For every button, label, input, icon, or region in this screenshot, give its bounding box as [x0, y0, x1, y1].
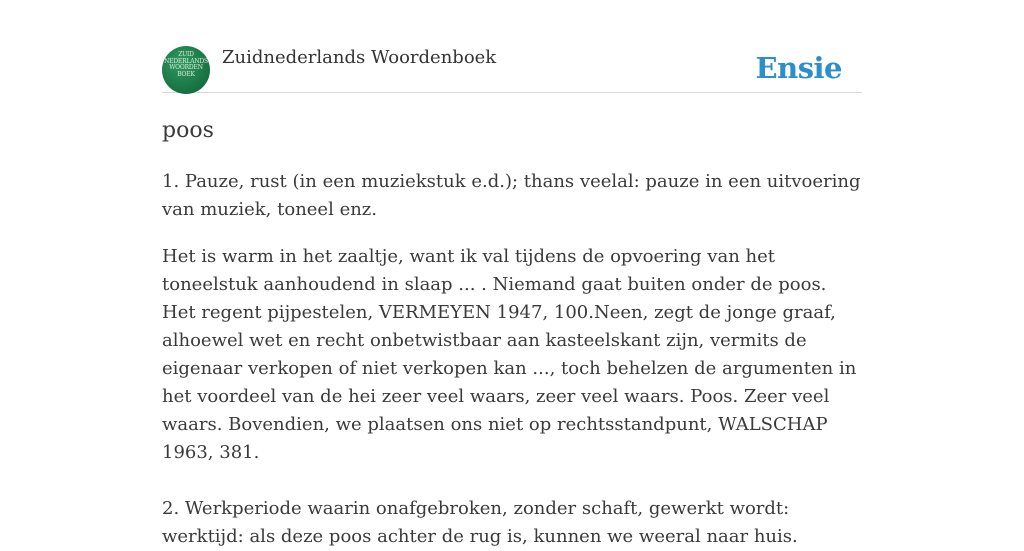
logo-text: ZUID NEDERLANDS WOORDEN BOEK: [164, 51, 208, 78]
ensie-brand-logo[interactable]: Ensie: [755, 51, 842, 85]
entry-content: [162, 114, 862, 551]
entry-headword: poos: [162, 118, 214, 143]
example-quote-1: Het is warm in het zaaltje, want ik val tijdens de opvoering van het toneelstuk aanhoudend in slaap ... . Niemand gaat buiten onder de poos. Het regent pijpestelen, VERMEYEN 1947, 100.Neen, zegt de jonge graaf, alhoewel wet en recht onbetwistbaar aan kasteelskant zijn, vermits de eigenaar verkopen of niet verkopen kan ..., toch behelzen de argumenten in het voordeel van de hei zeer veel waars, zeer veel waars. Poos. Zeer veel waars. Bovendien, we plaatsen ons niet op rechtsstandpunt, WALSCHAP 1963, 381.: [162, 246, 857, 463]
site-name[interactable]: Zuidnederlands Woordenboek: [222, 47, 497, 68]
definition-1: 1. Pauze, rust (in een muziekstuk e.d.); thans veelal: pauze in een uitvoering van muziek, toneel enz.: [162, 171, 861, 220]
woordenboek-logo[interactable]: [162, 46, 210, 94]
site-header: [162, 46, 862, 93]
definition-2: 2. Werkperiode waarin onafgebroken, zonder schaft, gewerkt wordt: werktijd: als deze poos achter de rug is, kunnen we weeral naar huis.: [162, 498, 798, 547]
